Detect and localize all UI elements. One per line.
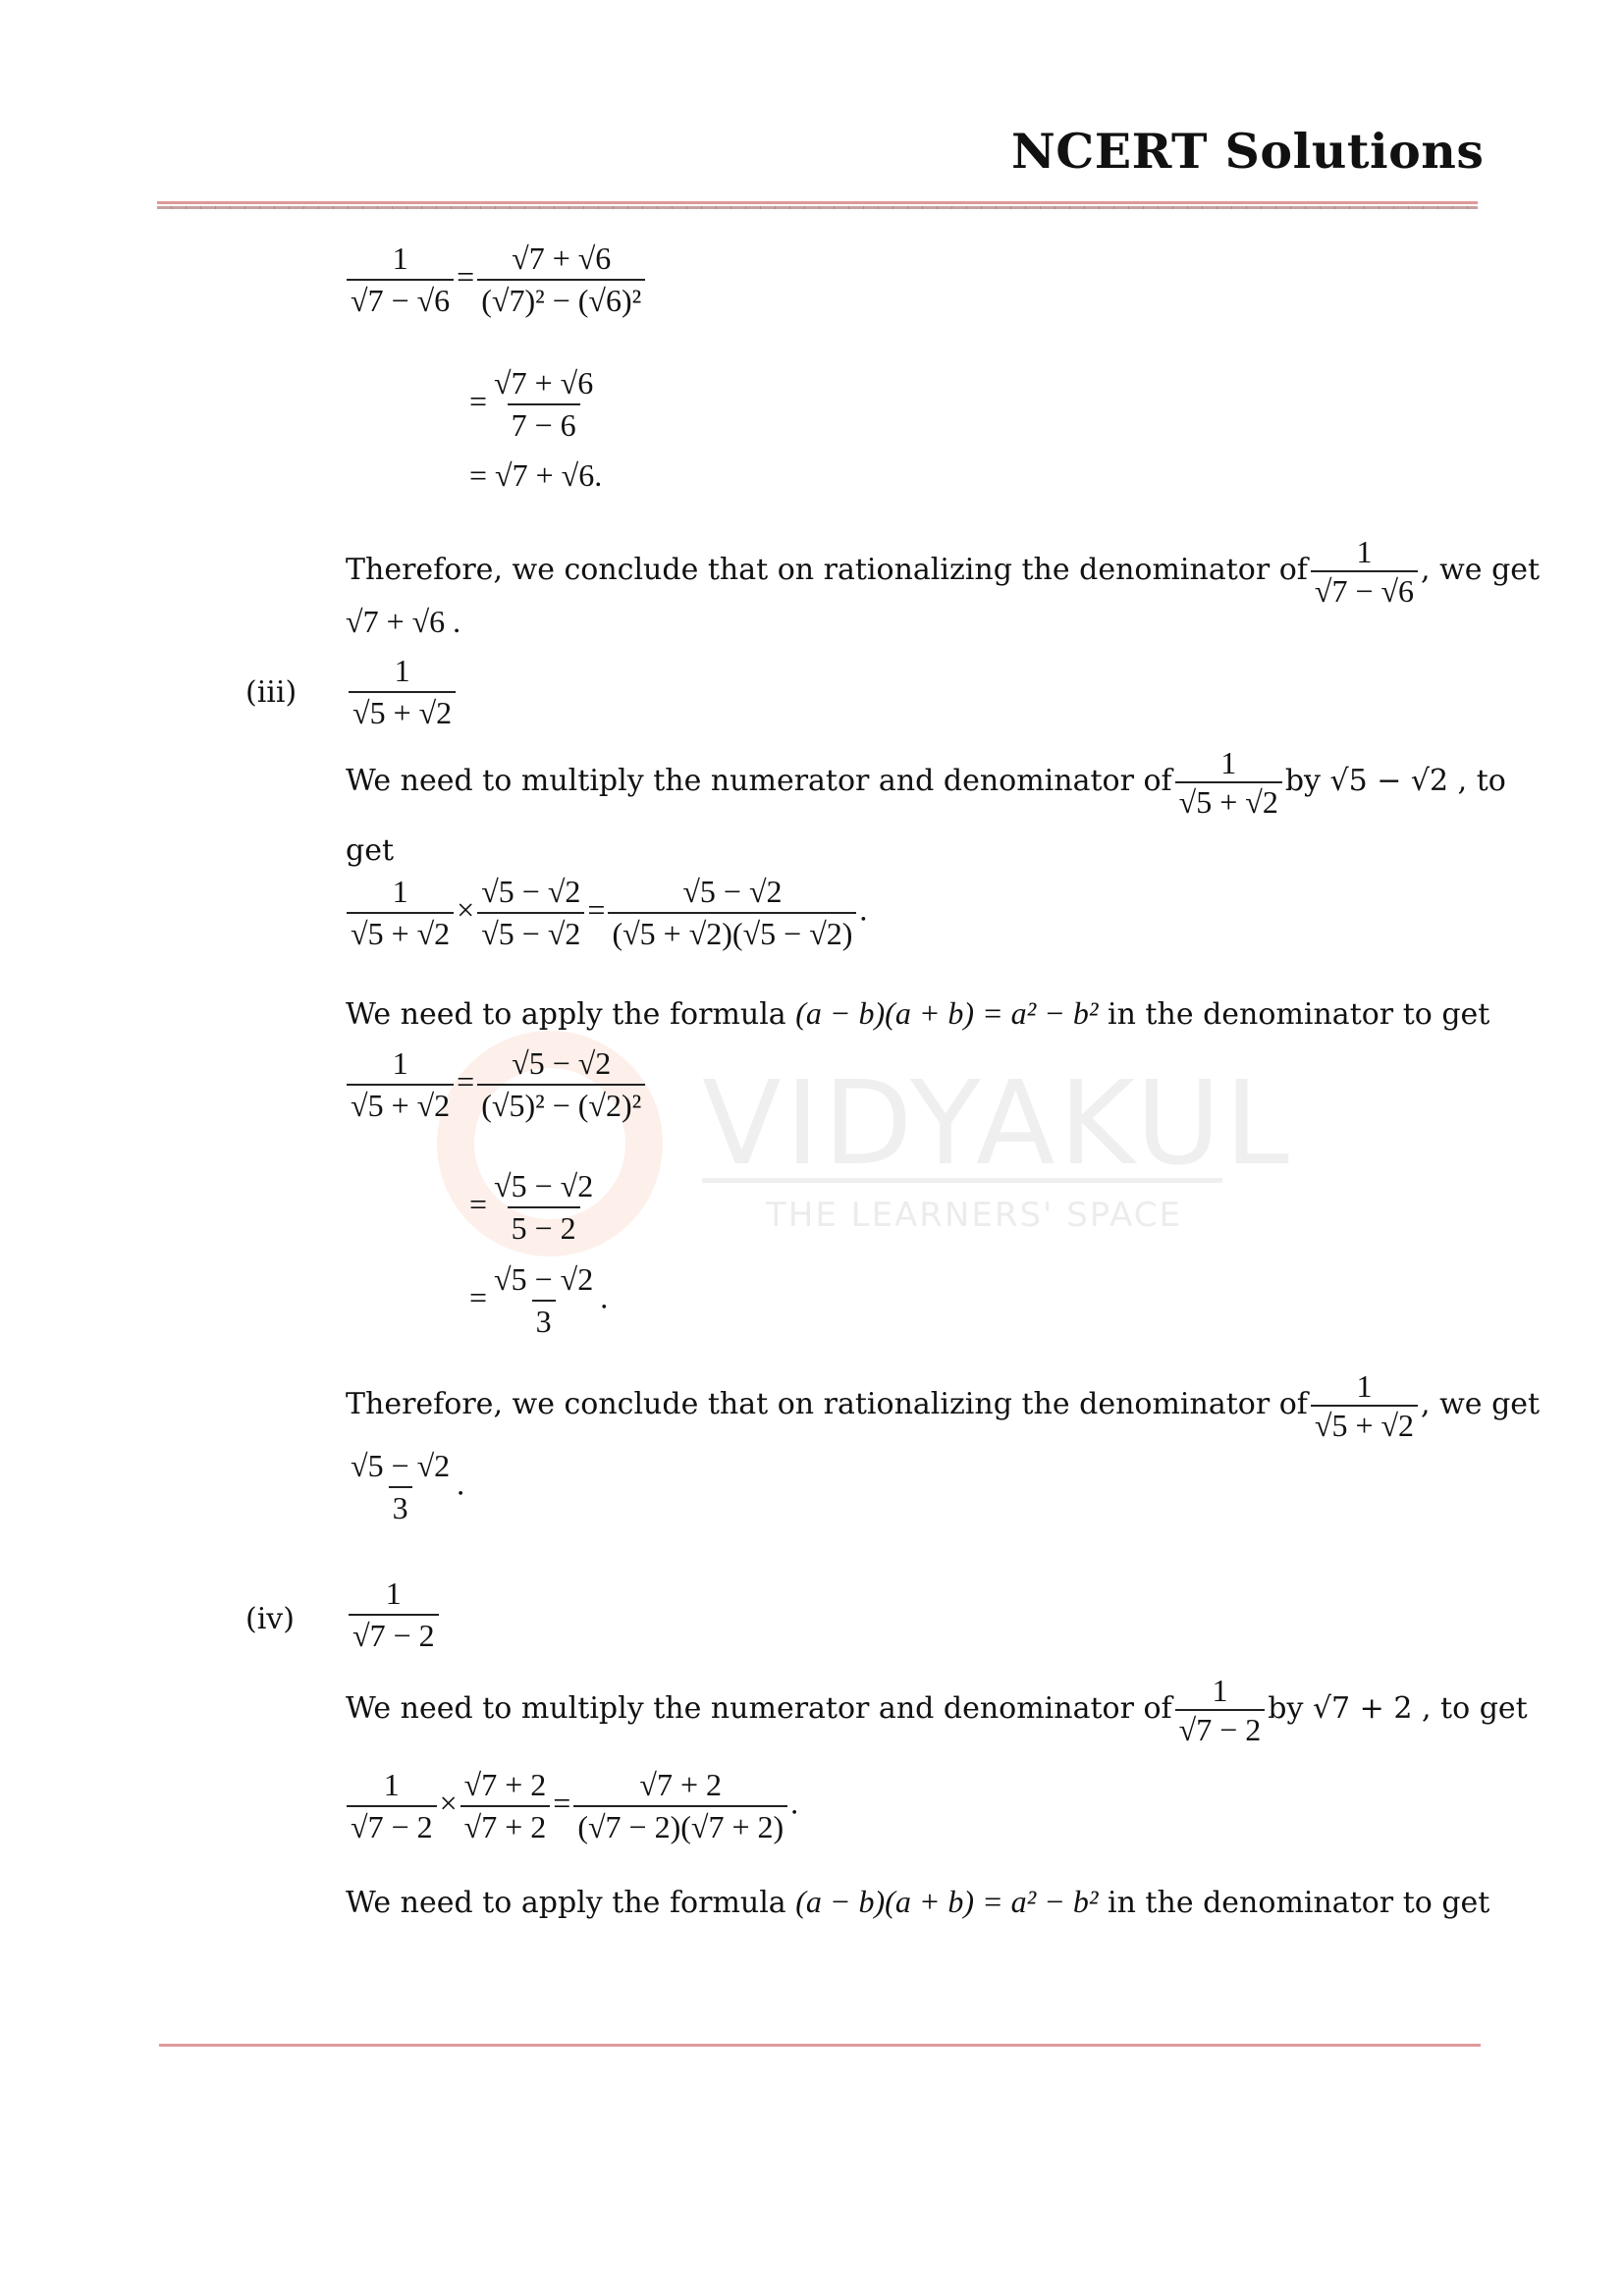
page-header-title: NCERT Solutions xyxy=(1011,123,1485,180)
watermark-brand: VIDYAKUL xyxy=(702,1055,1293,1191)
problem-iv: $\frac{1}{√7 - 2}$ xyxy=(346,1575,442,1654)
watermark-divider xyxy=(702,1178,1222,1183)
instruction-multiply-iii: We need to multiply the numerator and denominator of $\frac{1}{√5 + √2}$ by √5 − √2 , to xyxy=(346,745,1506,820)
instruction-multiply-iv: We need to multiply the numerator and denominator of $\frac{1}{√7 - 2}$ by √7 + 2 , to get xyxy=(346,1673,1528,1747)
watermark-tagline: THE LEARNERS' SPACE xyxy=(766,1196,1183,1235)
instruction-formula-iii: We need to apply the formula (a − b)(a + b) = a² − b² in the denominator to get xyxy=(346,995,1490,1032)
header-rule xyxy=(157,201,1478,204)
result-ii: √7 + √6 . xyxy=(346,604,461,639)
product-iv: $\frac{1}{√7 - 2}$ × $\frac{√7 + 2}{√7 + 2}$ = $\frac{√7 + 2}{(√7 - 2)(√7 + 2)}$ . xyxy=(344,1767,798,1845)
conclusion-iii: Therefore, we conclude that on rationalizing the denominator of $\frac{1}{√5 + √2}$ , we get xyxy=(346,1368,1541,1443)
footer-rule xyxy=(159,2044,1481,2047)
part-label-iv: (iv) xyxy=(245,1602,295,1636)
problem-iii: $\frac{1}{√5 + √2}$ xyxy=(346,653,459,731)
equation-ii-step2: = $\frac{√7 + √6}{7 - 6}$ xyxy=(469,365,594,443)
instruction-multiply-iii-cont: get xyxy=(346,833,395,868)
equation-iii-step2: = $\frac{√5 - √2}{5 - 2}$ xyxy=(469,1168,594,1246)
header-rule-dotted xyxy=(157,206,1478,209)
equation-ii-step3: = √7 + √6. xyxy=(469,457,603,493)
product-iii: $\frac{1}{√5 + √2}$ × $\frac{√5 - √2}{√5 - √2}$ = $\frac{√5 - √2}{(√5 + √2)(√5 - √2)}$ . xyxy=(344,874,867,952)
conclusion-ii: Therefore, we conclude that on rationalizing the denominator of $\frac{1}{√7 - √6}$ , we get xyxy=(346,534,1541,609)
result-iii: $\frac{√5 - √2}{3}$ . xyxy=(351,1448,465,1525)
part-label-iii: (iii) xyxy=(245,675,298,710)
equation-iii-step1: $\frac{1}{√5 + √2}$ = $\frac{√5 - √2}{\text{(√5)² − (√2)²}}$ xyxy=(344,1045,648,1124)
equation-ii-step1: $\frac{1}{√7 - √6}$ = $\frac{√7 + √6}{\text{(√7)² − (√6)²}}$ xyxy=(344,240,648,319)
equation-iii-step3: = $\frac{√5 - √2}{3}$ . xyxy=(469,1261,609,1339)
instruction-formula-iv: We need to apply the formula (a − b)(a + b) = a² − b² in the denominator to get xyxy=(346,1884,1490,1920)
